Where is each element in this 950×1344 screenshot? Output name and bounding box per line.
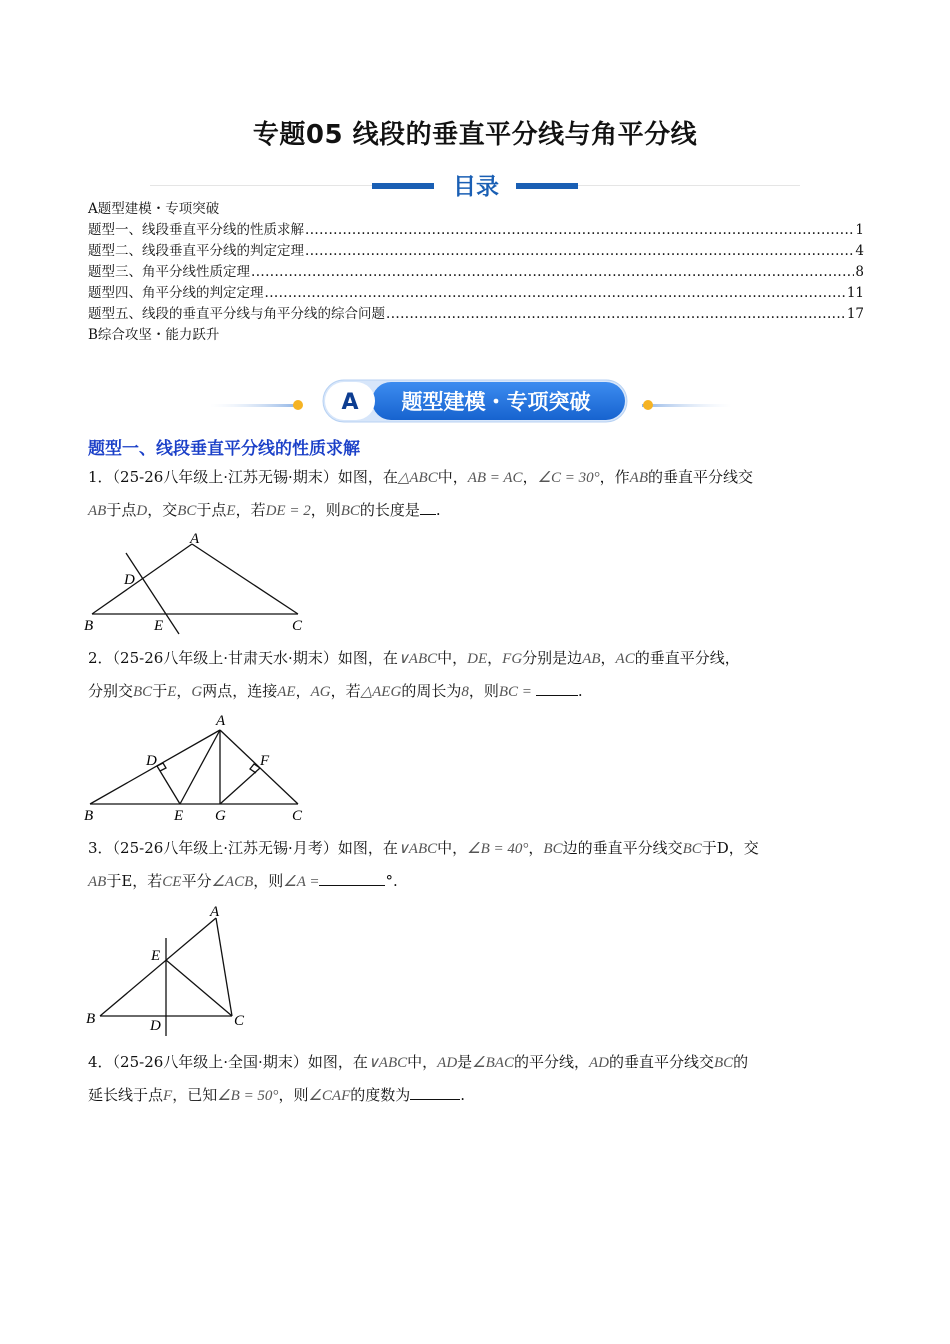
fig2-label-f: F bbox=[260, 753, 270, 769]
toc-item-3[interactable] bbox=[88, 262, 864, 283]
toc-item-a[interactable] bbox=[88, 199, 864, 220]
figure-2 bbox=[80, 708, 320, 826]
banner-letter: A bbox=[341, 390, 359, 415]
figure-3 bbox=[80, 898, 260, 1036]
fig1-label-a: A bbox=[190, 531, 200, 547]
page-title: 专题05 线段的垂直平分线与角平分线 bbox=[252, 120, 698, 150]
answer-blank[interactable] bbox=[410, 1083, 460, 1100]
fig3-label-c: C bbox=[234, 1013, 245, 1029]
fig3-label-e: E bbox=[151, 948, 161, 964]
toc-heading-label: 目录 bbox=[453, 174, 499, 200]
banner-dot-right bbox=[643, 400, 653, 410]
banner-text: 题型建模・专项突破 bbox=[401, 390, 591, 414]
banner-graphic bbox=[200, 378, 740, 426]
question-2: 2．（25-26八年级上·甘肃天水·期末）如图，在∨ABC中，DE，FG分别是边AB，AC的垂直平分线， 分别交BC于E，G两点，连接AE，AG，若△AEG的周长为8，则BC = . bbox=[88, 649, 740, 700]
toc-item-label: 题型四、角平分线的判定定理 bbox=[88, 285, 264, 301]
toc-item-b[interactable] bbox=[88, 325, 864, 346]
toc-item-label: A题型建模・专项突破 bbox=[88, 201, 220, 217]
toc-page-number: 1 bbox=[855, 222, 864, 238]
toc-item-1[interactable] bbox=[88, 220, 864, 241]
toc-item-4[interactable] bbox=[88, 283, 864, 304]
section-banner bbox=[200, 378, 740, 426]
answer-blank[interactable] bbox=[319, 869, 385, 886]
toc-item-label: 题型三、角平分线性质定理 bbox=[88, 264, 250, 280]
fig3-label-b: B bbox=[86, 1011, 96, 1027]
fig2-label-b: B bbox=[84, 808, 94, 824]
fig1-label-c: C bbox=[292, 618, 303, 634]
fig3-label-a: A bbox=[210, 904, 220, 920]
fig3-label-d: D bbox=[150, 1018, 161, 1034]
fig1-label-e: E bbox=[154, 618, 164, 634]
toc-page-number: 11 bbox=[846, 285, 864, 301]
toc-bar-left bbox=[372, 183, 434, 189]
question-4: 4．（25-26八年级上·全国·期末）如图，在∨ABC中，AD是∠BAC的平分线，AD的垂直平分线交BC的 延长线于点F，已知∠B = 50°，则∠CAF的度数为 . bbox=[88, 1053, 749, 1104]
fig2-label-g: G bbox=[215, 808, 226, 824]
toc-item-label: 题型五、线段的垂直平分线与角平分线的综合问题 bbox=[88, 306, 385, 322]
toc-item-label: 题型一、线段垂直平分线的性质求解 bbox=[88, 222, 304, 238]
banner-dot-left bbox=[293, 400, 303, 410]
toc-page-number: 17 bbox=[846, 306, 864, 322]
toc-item-label: 题型二、线段垂直平分线的判定定理 bbox=[88, 243, 304, 259]
section-title: 题型一、线段垂直平分线的性质求解 bbox=[88, 439, 360, 459]
toc-heading bbox=[0, 168, 950, 202]
fig2-label-a: A bbox=[216, 713, 226, 729]
fig2-label-c: C bbox=[292, 808, 303, 824]
toc-item-2[interactable] bbox=[88, 241, 864, 262]
question-3: 3．（25-26八年级上·江苏无锡·月考）如图，在∨ABC中，∠B = 40°，BC边的垂直平分线交BC于D，交 AB于E，若CE平分∠ACB，则∠A = °. bbox=[88, 839, 759, 890]
toc-page-number: 4 bbox=[855, 243, 864, 259]
toc-item-5[interactable] bbox=[88, 304, 864, 325]
toc-bar-right bbox=[516, 183, 578, 189]
figure-1 bbox=[80, 528, 320, 636]
fig2-label-e: E bbox=[174, 808, 184, 824]
fig1-label-b: B bbox=[84, 618, 94, 634]
answer-blank[interactable] bbox=[420, 498, 436, 515]
answer-blank[interactable] bbox=[536, 679, 578, 696]
toc-item-label: B综合攻坚・能力跃升 bbox=[88, 327, 220, 343]
fig2-label-d: D bbox=[146, 753, 157, 769]
toc-page-number: 8 bbox=[855, 264, 864, 280]
fig1-label-d: D bbox=[124, 572, 135, 588]
question-1: 1．（25-26八年级上·江苏无锡·期末）如图，在△ABC中，AB = AC，∠C = 30°，作AB的垂直平分线交 AB于点D，交BC于点E，若DE = 2，则BC的长度是 . bbox=[88, 468, 754, 519]
